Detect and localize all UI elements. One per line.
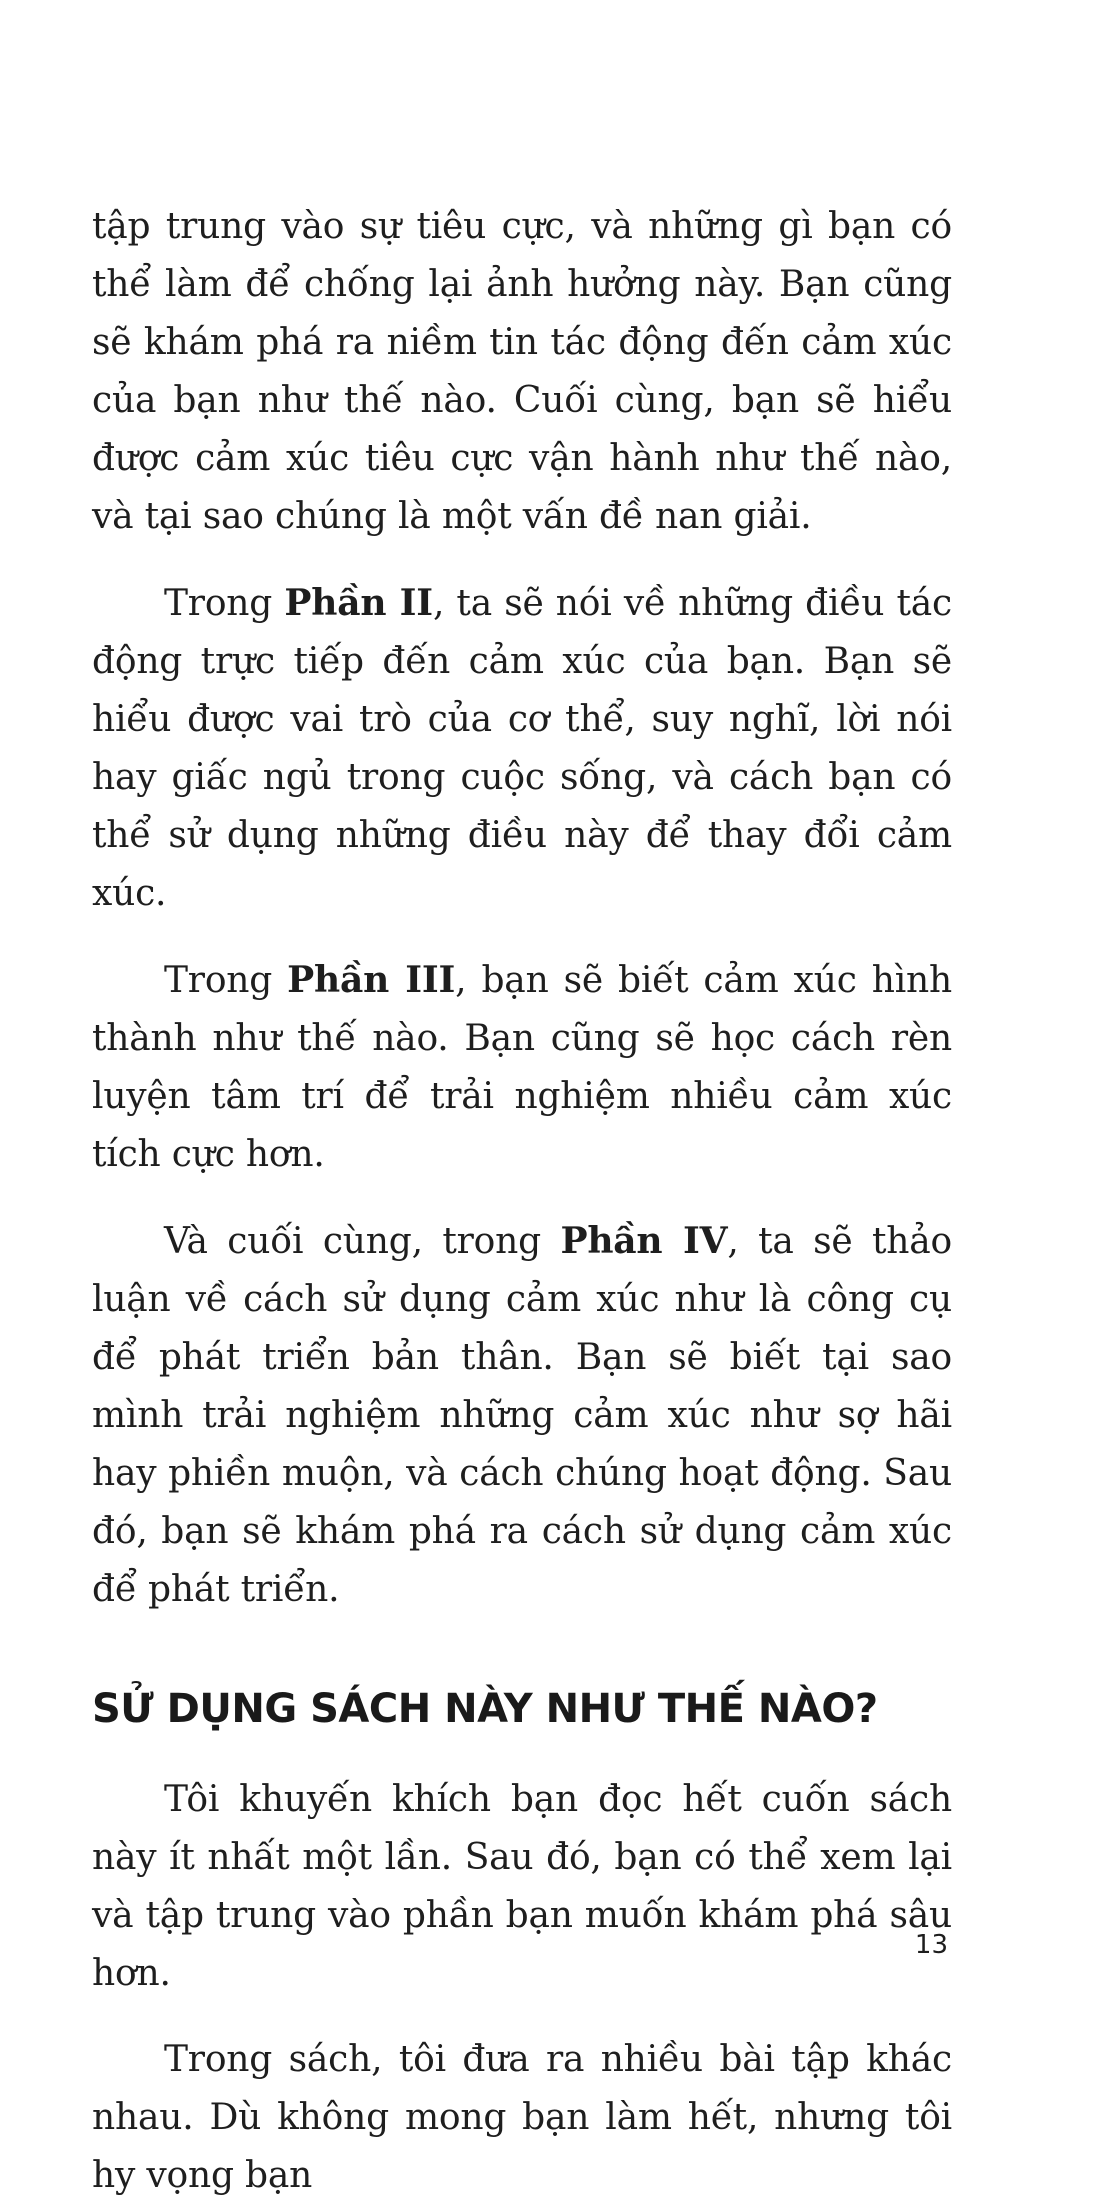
- paragraph-part-2-body: , ta sẽ nói về những điều tác động trực tiếp đến cảm xúc của bạn. Bạn sẽ hiểu được vai trò của cơ thể, suy nghĩ, lời nói hay giấc ngủ trong cuộc sống, và cách bạn có thể sử dụng những điều này để thay đổi cảm xúc.: [92, 583, 952, 914]
- paragraph-part-3-lead: Trong: [164, 960, 288, 1001]
- paragraph-part-2: [92, 574, 952, 923]
- paragraph-part-4: [92, 1212, 952, 1619]
- paragraph-how-to-use-2: Trong sách, tôi đưa ra nhiều bài tập khác nhau. Dù không mong bạn làm hết, nhưng tôi hy vọng bạn: [92, 2039, 952, 2196]
- paragraph-part-2-lead: Trong: [164, 583, 285, 624]
- paragraph-part-3: [92, 951, 952, 1184]
- paragraph-intro-continuation: tập trung vào sự tiêu cực, và những gì bạn có thể làm để chống lại ảnh hưởng này. Bạn cũng sẽ khám phá ra niềm tin tác động đến cảm xúc của bạn như thế nào. Cuối cùng, bạn sẽ hiểu được cảm xúc tiêu cực vận hành như thế nào, và tại sao chúng là một vấn đề nan giải.: [92, 206, 952, 537]
- part-4-label: Phần IV: [560, 1220, 728, 1262]
- paragraph-part-4-body: , ta sẽ thảo luận về cách sử dụng cảm xúc như là công cụ để phát triển bản thân. Bạn sẽ biết tại sao mình trải nghiệm những cảm xúc như sợ hãi hay phiền muộn, và cách chúng hoạt động. Sau đó, bạn sẽ khám phá ra cách sử dụng cảm xúc để phát triển.: [92, 1221, 952, 1610]
- page-number: 13: [914, 1930, 948, 1960]
- paragraph-part-4-lead: Và cuối cùng, trong: [164, 1221, 561, 1262]
- part-3-label: Phần III: [287, 959, 456, 1001]
- book-page: [92, 198, 952, 2205]
- section-heading: SỬ DỤNG SÁCH NÀY NHƯ THẾ NÀO?: [92, 1686, 878, 1732]
- paragraph-part-3-body: , bạn sẽ biết cảm xúc hình thành như thế nào. Bạn cũng sẽ học cách rèn luyện tâm trí để trải nghiệm nhiều cảm xúc tích cực hơn.: [92, 960, 952, 1175]
- paragraph-how-to-use-1: Tôi khuyến khích bạn đọc hết cuốn sách này ít nhất một lần. Sau đó, bạn có thể xem lại và tập trung vào phần bạn muốn khám phá sâu hơn.: [92, 1779, 952, 1994]
- part-2-label: Phần II: [284, 582, 433, 624]
